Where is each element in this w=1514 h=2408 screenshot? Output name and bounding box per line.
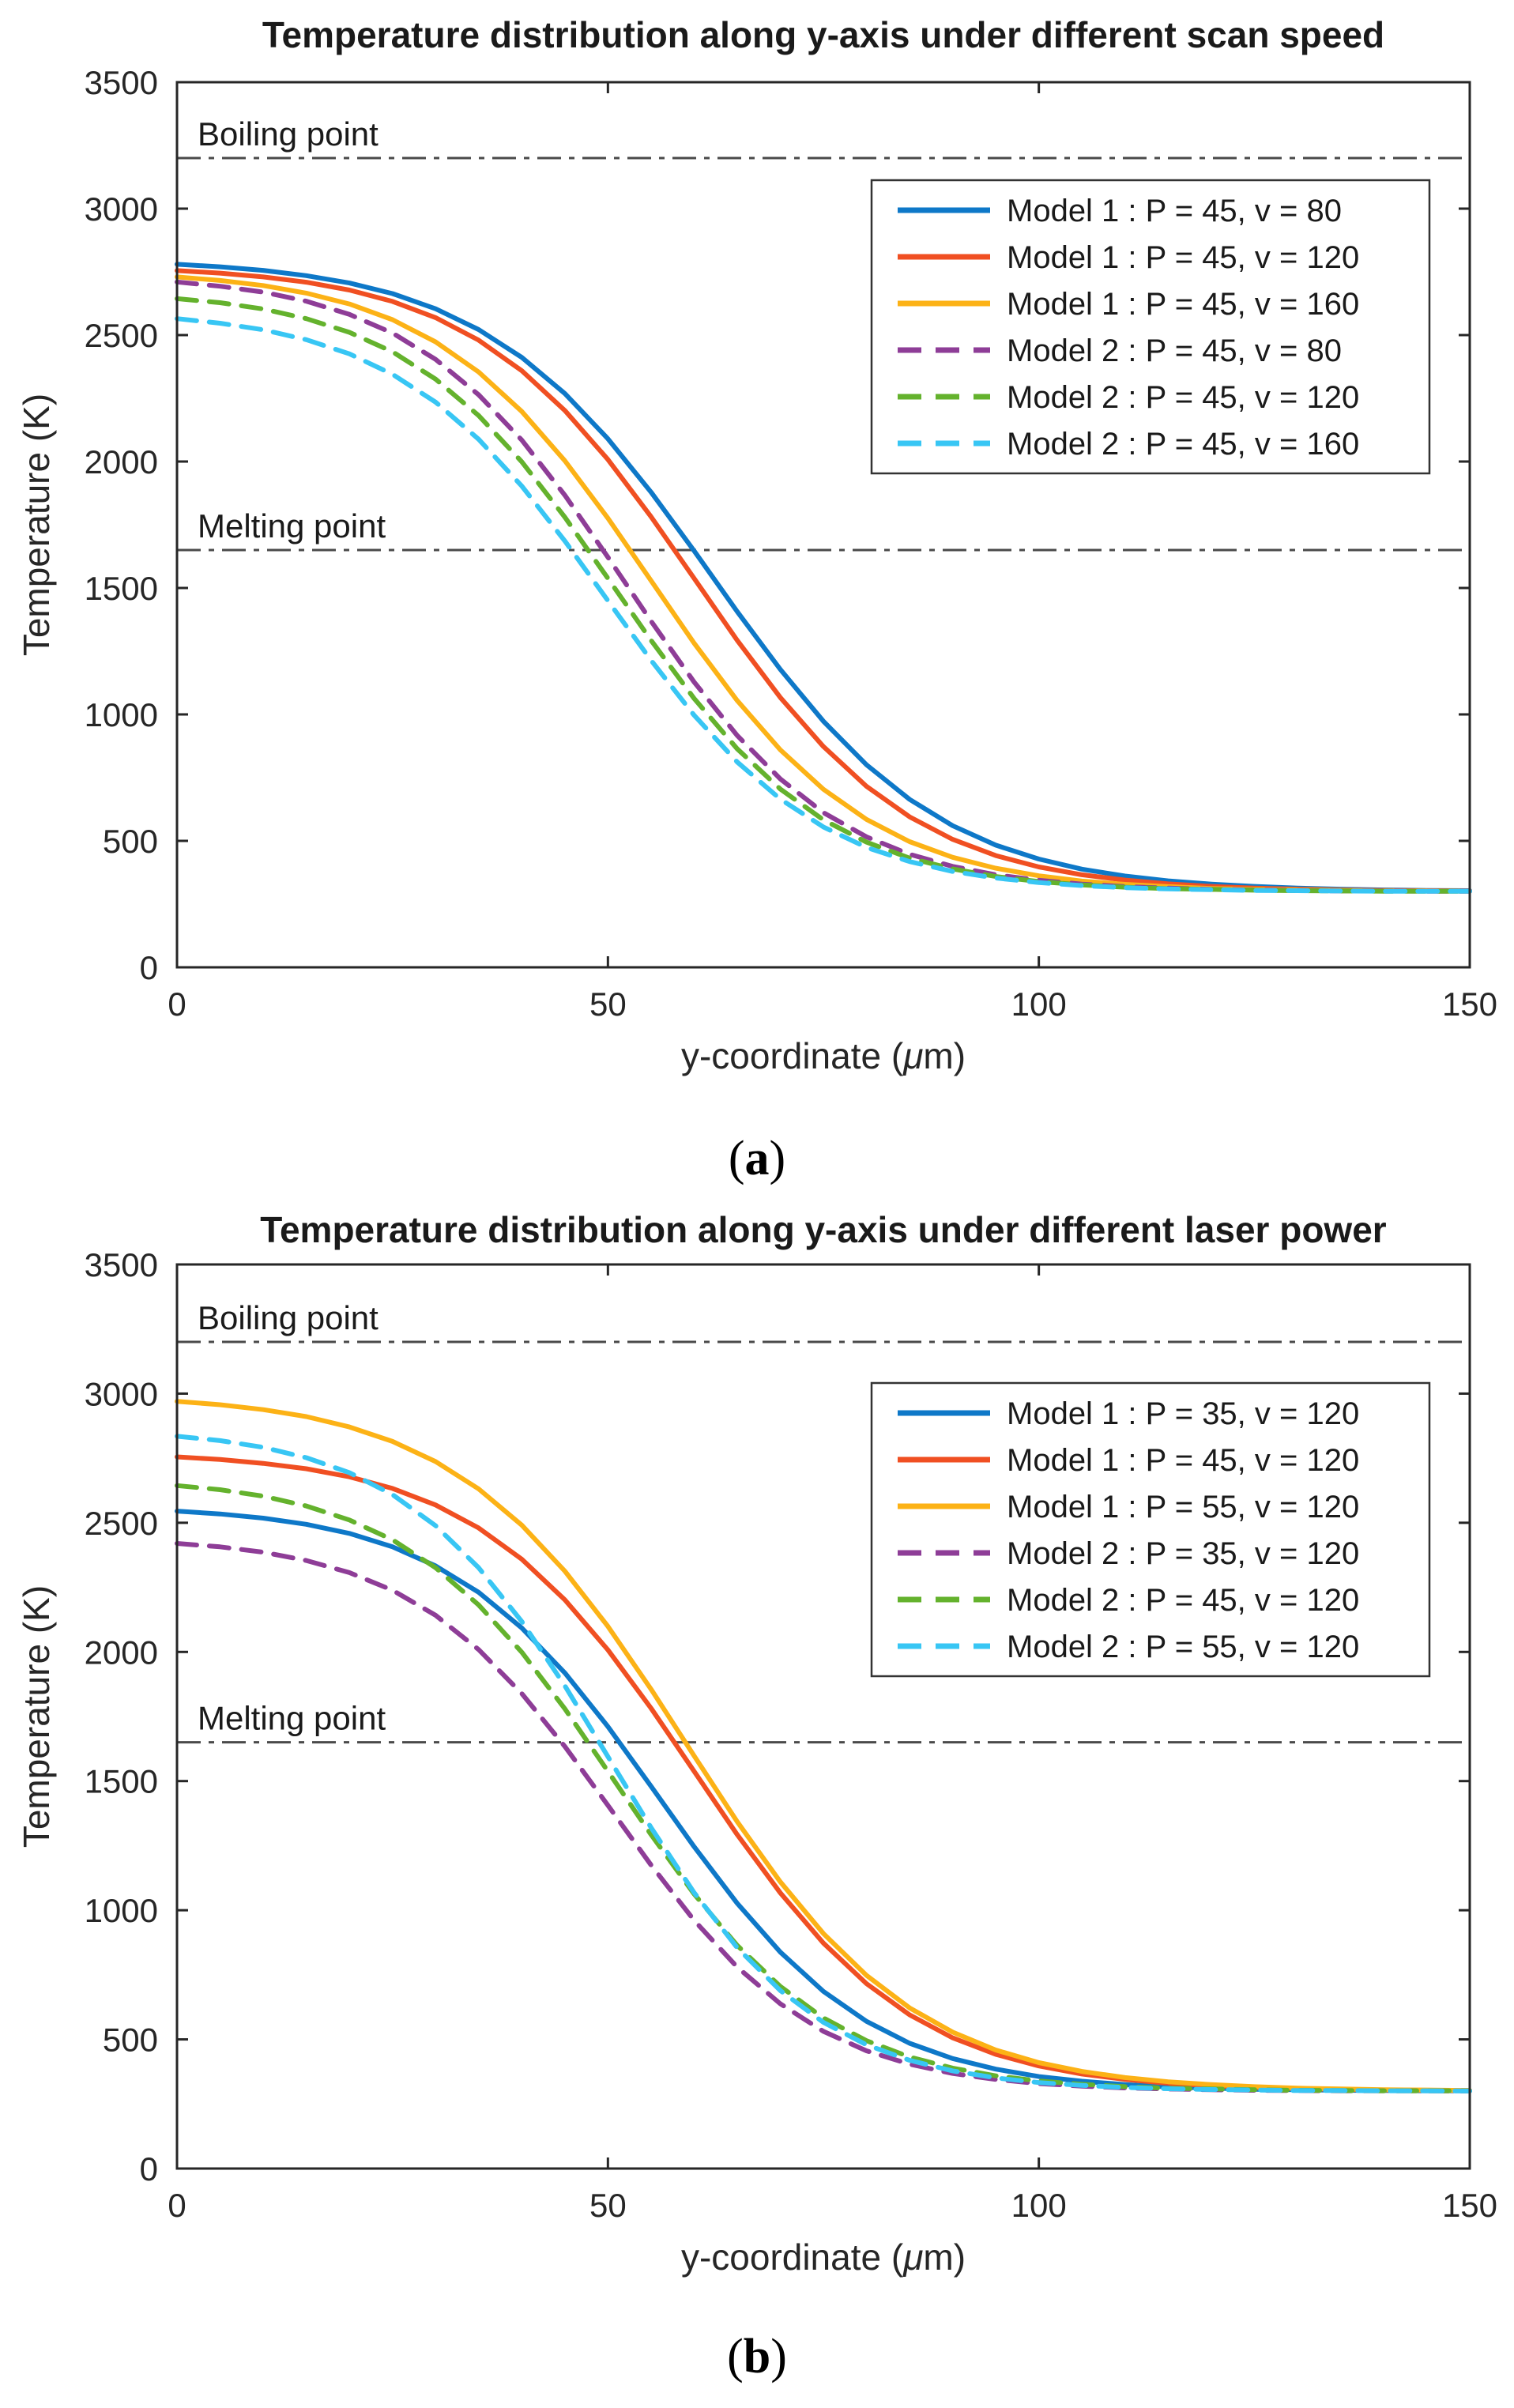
legend-entry-label: Model 1 : P = 55, v = 120 (1007, 1490, 1360, 1524)
legend-entry-label: Model 2 : P = 35, v = 120 (1007, 1536, 1360, 1571)
y-tick-label: 3000 (84, 1375, 158, 1413)
annotation-label-boiling-point: Boiling point (198, 115, 378, 153)
x-axis-label: y-coordinate (μm) (680, 2237, 966, 2278)
legend-entry-label: Model 1 : P = 35, v = 120 (1007, 1396, 1360, 1431)
legend-entry-label: Model 2 : P = 45, v = 120 (1007, 380, 1360, 415)
y-tick-label: 2500 (84, 1504, 158, 1542)
x-tick-label: 100 (1011, 985, 1067, 1023)
chart-a-title: Temperature distribution along y-axis under different scan speed (262, 14, 1385, 55)
caption-b: (b) (727, 2330, 787, 2384)
legend-entry-label: Model 1 : P = 45, v = 120 (1007, 1443, 1360, 1478)
x-tick-label: 0 (168, 985, 186, 1023)
legend-entry-label: Model 1 : P = 45, v = 120 (1007, 240, 1360, 275)
y-axis-label: Temperature (K) (16, 393, 57, 657)
chart-b (16, 1209, 1497, 2384)
y-tick-label: 500 (102, 823, 158, 860)
x-tick-label: 100 (1011, 2187, 1067, 2224)
y-tick-label: 2000 (84, 1634, 158, 1671)
y-tick-label: 1000 (84, 696, 158, 733)
y-tick-label: 3500 (84, 1246, 158, 1283)
caption-a: (a) (728, 1132, 786, 1185)
y-axis-label: Temperature (K) (16, 1585, 57, 1848)
legend-entry-label: Model 1 : P = 45, v = 80 (1007, 194, 1342, 228)
annotation-label-melting-point: Melting point (198, 1699, 386, 1737)
x-tick-label: 0 (168, 2187, 186, 2224)
y-tick-label: 500 (102, 2021, 158, 2059)
annotation-label-boiling-point: Boiling point (198, 1299, 378, 1337)
y-tick-label: 1500 (84, 1762, 158, 1800)
y-tick-label: 3000 (84, 190, 158, 228)
y-tick-label: 1500 (84, 570, 158, 607)
legend-entry-label: Model 2 : P = 45, v = 80 (1007, 334, 1342, 368)
legend-entry-label: Model 2 : P = 45, v = 120 (1007, 1583, 1360, 1618)
y-tick-label: 2500 (84, 317, 158, 354)
x-tick-label: 150 (1441, 2187, 1498, 2224)
y-tick-label: 2000 (84, 443, 158, 480)
y-tick-label: 0 (139, 949, 158, 986)
x-tick-label: 150 (1441, 985, 1498, 1023)
annotation-label-melting-point: Melting point (198, 507, 386, 545)
x-tick-label: 50 (589, 985, 627, 1023)
chart-a (16, 14, 1497, 1185)
legend-entry-label: Model 1 : P = 45, v = 160 (1007, 287, 1360, 322)
legend-entry-label: Model 2 : P = 55, v = 120 (1007, 1630, 1360, 1664)
y-tick-label: 3500 (84, 64, 158, 101)
y-tick-label: 1000 (84, 1892, 158, 1930)
y-tick-label: 0 (139, 2150, 158, 2188)
x-axis-label: y-coordinate (μm) (680, 1035, 966, 1076)
legend-entry-label: Model 2 : P = 45, v = 160 (1007, 427, 1360, 462)
chart-b-title: Temperature distribution along y-axis under different laser power (260, 1209, 1387, 1250)
x-tick-label: 50 (589, 2187, 627, 2224)
